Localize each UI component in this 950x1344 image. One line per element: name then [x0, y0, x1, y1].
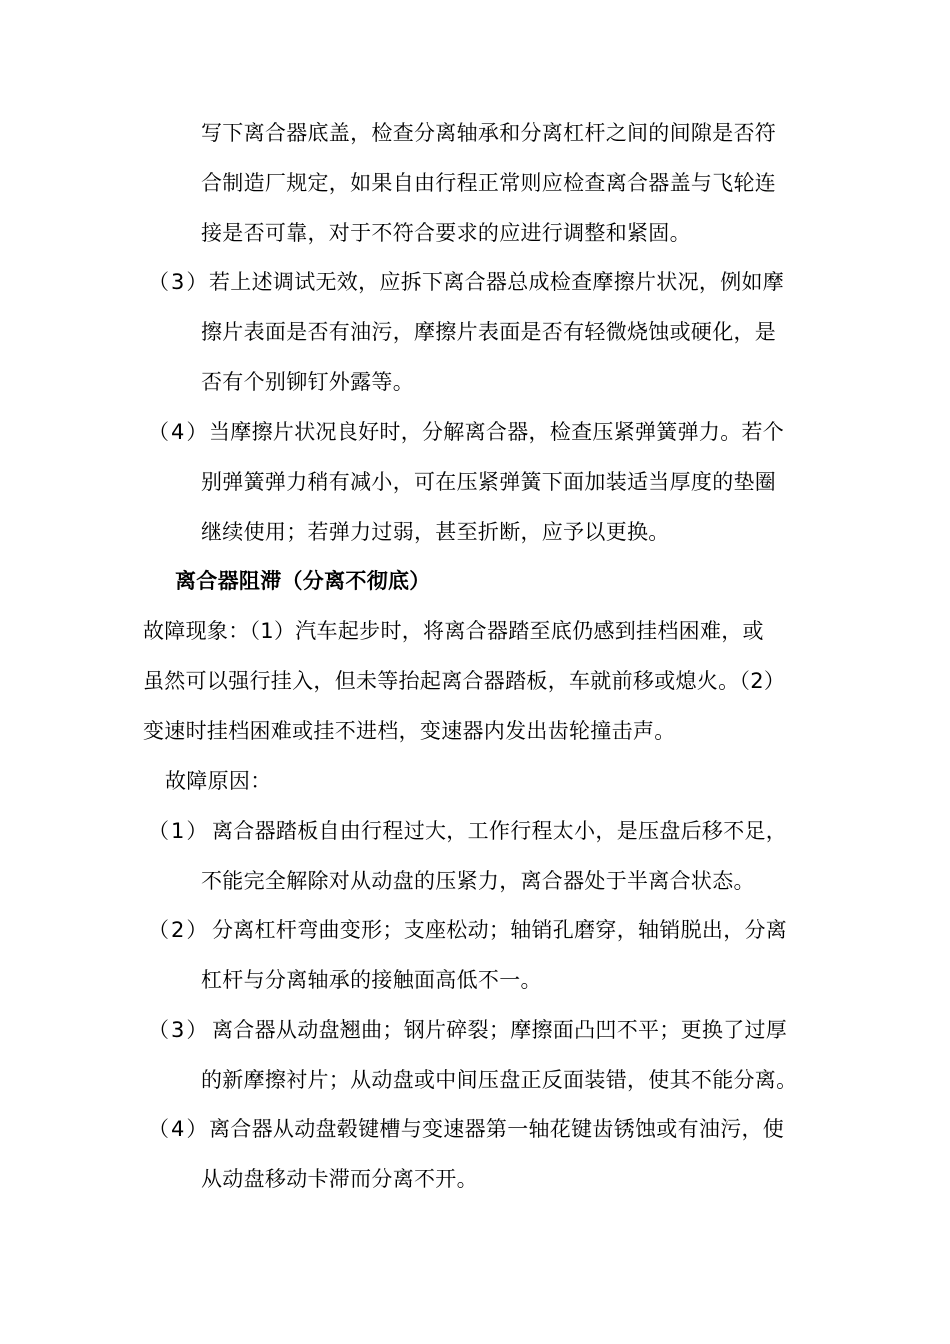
symptom-line-3: 变速时挂档困难或挂不进档，变速器内发出齿轮撞击声。: [143, 719, 676, 743]
continuation-line-2: 合制造厂规定，如果自由行程正常则应检查离合器盖与飞轮连: [201, 171, 777, 195]
list-item-line: 不能完全解除对从动盘的压紧力，离合器处于半离合状态。: [201, 869, 755, 893]
list-item-line: 别弹簧弹力稍有减小，可在压紧弹簧下面加装适当厚度的垫圈: [201, 470, 777, 494]
list-item-number: （3）: [148, 270, 210, 294]
list-item-line: 若上述调试无效，应拆下离合器总成检查摩擦片状况，例如摩: [209, 270, 785, 294]
continuation-line-1: 写下离合器底盖，检查分离轴承和分离杠杆之间的间隙是否符: [201, 121, 777, 145]
list-item-line: 分离杠杆弯曲变形；支座松动；轴销孔磨穿，轴销脱出，分离: [212, 918, 788, 942]
list-item-line: 否有个别铆钉外露等。: [201, 370, 414, 394]
list-item-line: 离合器从动盘毂键槽与变速器第一轴花键齿锈蚀或有油污，使: [209, 1117, 785, 1141]
symptom-line-2: 虽然可以强行挂入，但未等抬起离合器踏板，车就前移或熄火。（2）: [143, 669, 786, 693]
list-item-number: （4）: [148, 420, 210, 444]
list-item-line: 的新摩擦衬片；从动盘或中间压盘正反面装错，使其不能分离。: [201, 1068, 798, 1092]
list-item-number: （1）: [148, 819, 210, 843]
list-item-line: 擦片表面是否有油污，摩擦片表面是否有轻微烧蚀或硬化，是: [201, 320, 777, 344]
list-item-line: 离合器踏板自由行程过大，工作行程太小，是压盘后移不足，: [212, 819, 788, 843]
list-item-line: 杠杆与分离轴承的接触面高低不一。: [201, 968, 542, 992]
section-heading: 离合器阻滞（分离不彻底）: [175, 569, 431, 593]
list-item-line: 当摩擦片状况良好时，分解离合器，检查压紧弹簧弹力。若个: [209, 420, 785, 444]
symptom-line-1: 故障现象：（1）汽车起步时，将离合器踏至底仍感到挂档困难，或: [143, 619, 764, 643]
list-item-number: （4）: [148, 1117, 210, 1141]
list-item-number: （2）: [148, 918, 210, 942]
list-item-line: 离合器从动盘翘曲；钢片碎裂；摩擦面凸凹不平；更换了过厚: [212, 1018, 788, 1042]
cause-heading: 故障原因：: [165, 769, 272, 793]
list-item-line: 从动盘移动卡滞而分离不开。: [201, 1167, 478, 1191]
list-item-line: 继续使用；若弹力过弱，甚至折断，应予以更换。: [201, 520, 670, 544]
continuation-line-3: 接是否可靠，对于不符合要求的应进行调整和紧固。: [201, 221, 691, 245]
list-item-number: （3）: [148, 1018, 210, 1042]
